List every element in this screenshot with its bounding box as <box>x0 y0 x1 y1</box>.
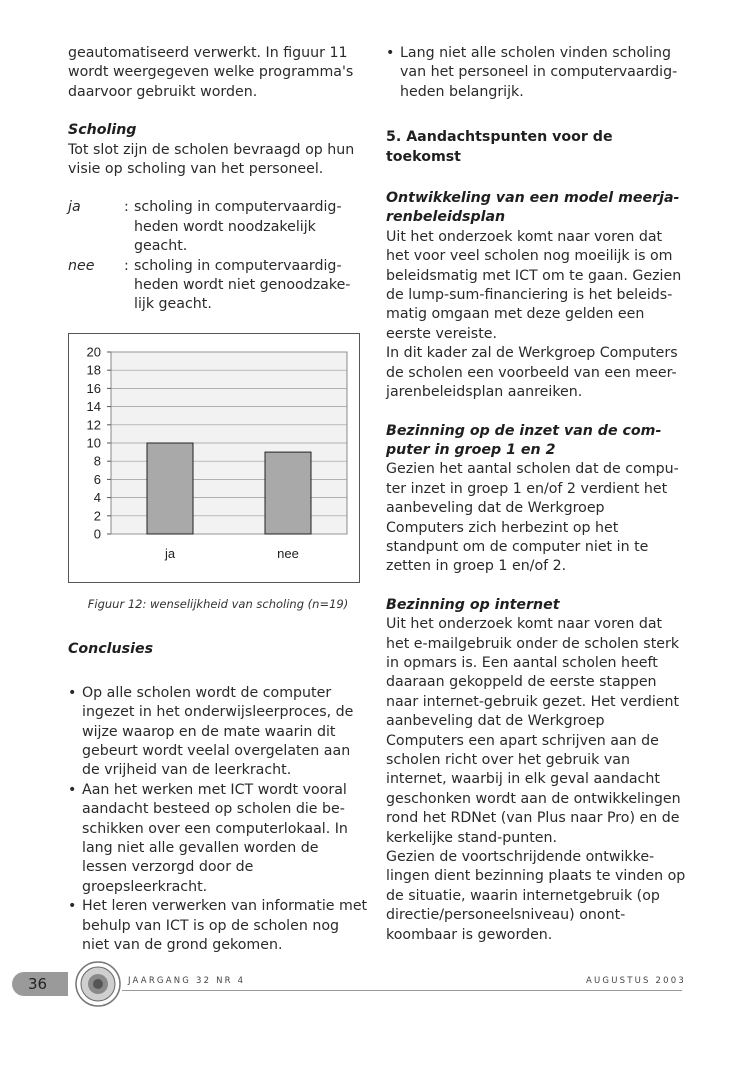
y-tick-label: 14 <box>86 398 101 414</box>
left-column <box>68 44 368 955</box>
right-bullet-list <box>386 44 686 102</box>
x-tick-label: ja <box>164 545 176 561</box>
y-tick-label: 20 <box>86 344 101 360</box>
paragraph: Uit het onderzoek komt naar voren dat het e-mailgebruik onder de scholen sterk in opmars is. Een aantal scholen heeft daaraan gekoppeld de eerste stappen naar internet-gebruik gezet. Het verdient aanbeveling dat de Werkgroep Computers een apart schrijven aan de scholen richt over het gebruik van internet, waarbij in elk geval aandacht geschonken wordt aan de ontwikkelingen rond het RDNet (van Plus naar Pro) en de kerkelijke stand-punten. <box>386 616 681 846</box>
figure-caption: Figuur 12: wenselijkheid van scholing (n=19) <box>87 596 349 611</box>
subheading-groep-1-2: Bezinning op de inzet van de com-puter in groep 1 en 2 <box>386 422 662 458</box>
y-tick-label: 12 <box>86 417 101 433</box>
bar-ja <box>147 443 193 534</box>
definition-term: ja <box>68 199 81 216</box>
subheading-meerjarenbeleidsplan: Ontwikkeling van een model meerja-renbeleidsplan <box>386 190 680 226</box>
definition-text: scholing in computervaardig-heden wordt noodzakelijk geacht. <box>134 199 342 255</box>
footer-rule <box>122 990 682 991</box>
issue-date: AUGUSTUS 2003 <box>586 976 686 986</box>
page-number: 36 <box>12 972 68 996</box>
paragraph: In dit kader zal de Werkgroep Computers de scholen een voorbeeld van een meer-jarenbeleidsplan aanreiken. <box>386 345 678 401</box>
figure-12-chart <box>68 333 360 583</box>
y-tick-label: 8 <box>93 453 101 469</box>
y-tick-label: 10 <box>86 435 101 451</box>
list-item: • Aan het werken met ICT wordt vooral aandacht besteed op scholen die be-schikken over een computerlokaal. In lang niet alle gevallen worden de lessen verzorgd door de groepsleerkracht. <box>68 781 368 897</box>
intro-paragraph: geautomatiseerd verwerkt. In figuur 11 wordt weergegeven welke programma's daarvoor gebruikt worden. <box>68 45 354 100</box>
y-tick-label: 18 <box>86 362 101 378</box>
list-item: • Lang niet alle scholen vinden scholing van het personeel in computervaardig-heden belangrijk. <box>386 44 686 102</box>
conclusies-list <box>68 684 368 956</box>
y-tick-label: 16 <box>86 380 101 396</box>
scholing-heading: Scholing <box>68 122 137 139</box>
scholing-paragraph: Tot slot zijn de scholen bevraagd op hun visie op scholing van het personeel. <box>68 141 355 178</box>
definition-ja: ja : scholing in computervaardig-heden wordt noodzakelijk geacht. <box>68 198 368 256</box>
x-tick-label: nee <box>277 545 299 561</box>
bar-chart-svg <box>69 334 359 582</box>
definition-term: nee <box>68 257 95 274</box>
definition-text: scholing in computervaardig-heden wordt niet genoodzake-lijk geacht. <box>134 257 351 313</box>
page-footer <box>0 966 738 1026</box>
y-tick-label: 4 <box>93 489 101 505</box>
y-tick-label: 0 <box>93 526 101 542</box>
y-tick-label: 2 <box>93 508 101 524</box>
right-column <box>386 44 686 945</box>
journal-seal-icon <box>74 960 122 1008</box>
section-title: 5. Aandachtspunten voor de toekomst <box>386 129 613 165</box>
bar-nee <box>265 452 311 534</box>
journal-issue: JAARGANG 32 NR 4 <box>128 976 246 986</box>
conclusies-heading: Conclusies <box>68 641 154 658</box>
paragraph: Gezien het aantal scholen dat de compu-ter inzet in groep 1 en/of 2 verdient het aanbeveling dat de Werkgroep Computers zich herbezint op het standpunt om de computer niet in te zetten in groep 1 en/of 2. <box>386 461 679 575</box>
definition-list <box>68 198 368 314</box>
y-tick-label: 6 <box>93 471 101 487</box>
paragraph: Gezien de voortschrijdende ontwikke-lingen dient bezinning plaats te vinden op de situatie, waarin internetgebruik (op directie/personeelsniveau) onont-koombaar is geworden. <box>386 849 686 943</box>
paragraph: Uit het onderzoek komt naar voren dat het voor veel scholen nog moeilijk is om beleidsmatig met ICT om te gaan. Gezien de lump-sum-financiering is het beleids-matig omgaan met deze gelden een eerste vereiste. <box>386 228 682 342</box>
list-item: • Het leren verwerken van informatie met behulp van ICT is op de scholen nog niet van de grond gekomen. <box>68 897 368 955</box>
list-item: • Op alle scholen wordt de computer ingezet in het onderwijsleerproces, de wijze waarop en de mate waarin dit gebeurt wordt veelal overgelaten aan de vrijheid van de leerkracht. <box>68 684 368 781</box>
subheading-internet: Bezinning op internet <box>386 596 560 613</box>
definition-nee: nee : scholing in computervaardig-heden wordt niet genoodzake-lijk geacht. <box>68 257 368 315</box>
